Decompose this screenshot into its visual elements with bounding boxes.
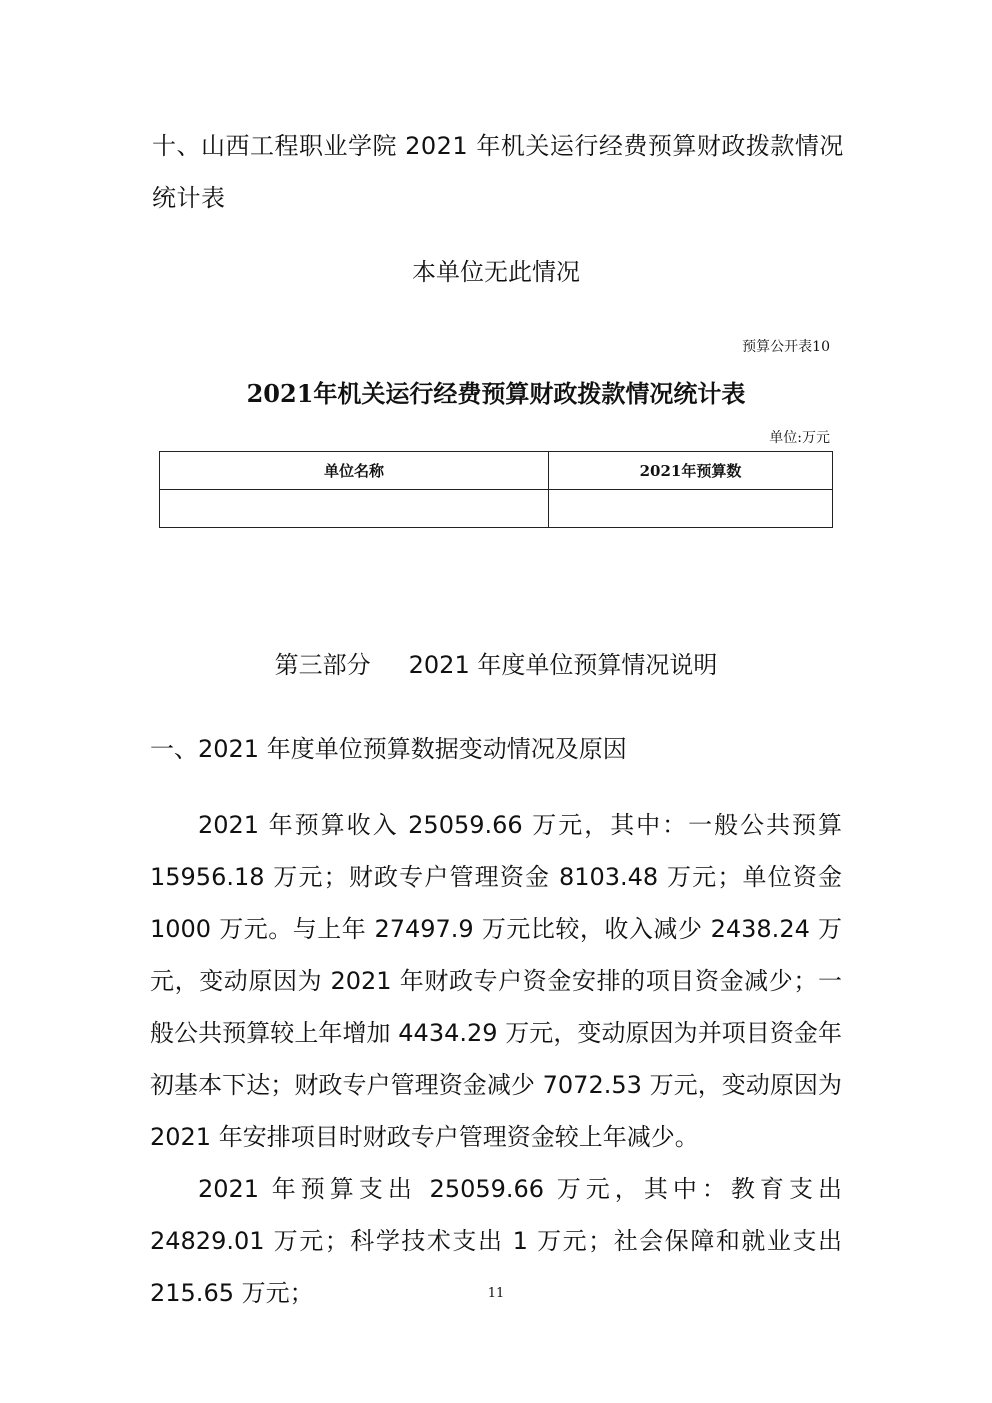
subsection-heading: 一、2021 年度单位预算数据变动情况及原因 — [150, 735, 627, 763]
table-number-label: 预算公开表10 — [742, 339, 830, 355]
table-unit-label: 单位:万元 — [769, 430, 830, 446]
header-unit-name: 单位名称 — [160, 452, 549, 490]
paragraph-income: 2021 年预算收入 25059.66 万元，其中：一般公共预算 15956.18 万元；财政专户管理资金 8103.48 万元；单位资金 1000 万元。与上年 27497.9 万元比较，收入减少 2438.24 万元，变动原因为 2021 年财政专户资金安排的项目资金减少；一般公共预算较上年增加 4434.29 万元，变动原因为并项目资金年初基本下达；财政专户管理资金减少 7072.53 万元，变动原因为 2021 年安排项目时财政专户管理资金较上年减少。 — [150, 811, 842, 1151]
table-row — [160, 490, 833, 528]
header-budget-2021: 2021年预算数 — [549, 452, 833, 490]
page-number: 11 — [487, 1286, 505, 1301]
table-title: 2021年机关运行经费预算财政拨款情况统计表 — [246, 379, 746, 408]
paragraph-expense: 2021 年预算支出 25059.66 万元，其中：教育支出 24829.01 万元；科学技术支出 1 万元；社会保障和就业支出 215.65 万元； — [150, 1175, 842, 1307]
part-title — [0, 641, 992, 689]
no-case-note: 本单位无此情况 — [412, 258, 580, 286]
budget-table — [159, 451, 833, 528]
section-heading-line2: 统计表 — [152, 184, 226, 212]
part-title-main: 2021 年度单位预算情况说明 — [408, 651, 718, 679]
section-heading — [152, 120, 852, 224]
table-cell-budget — [549, 490, 833, 528]
part-title-prefix: 第三部分 — [274, 651, 371, 679]
table-cell-unit-name — [160, 490, 549, 528]
section-heading-line1: 十、山西工程职业学院 2021 年机关运行经费预算财政拨款情况 — [152, 132, 844, 160]
table-header-row — [160, 452, 833, 490]
